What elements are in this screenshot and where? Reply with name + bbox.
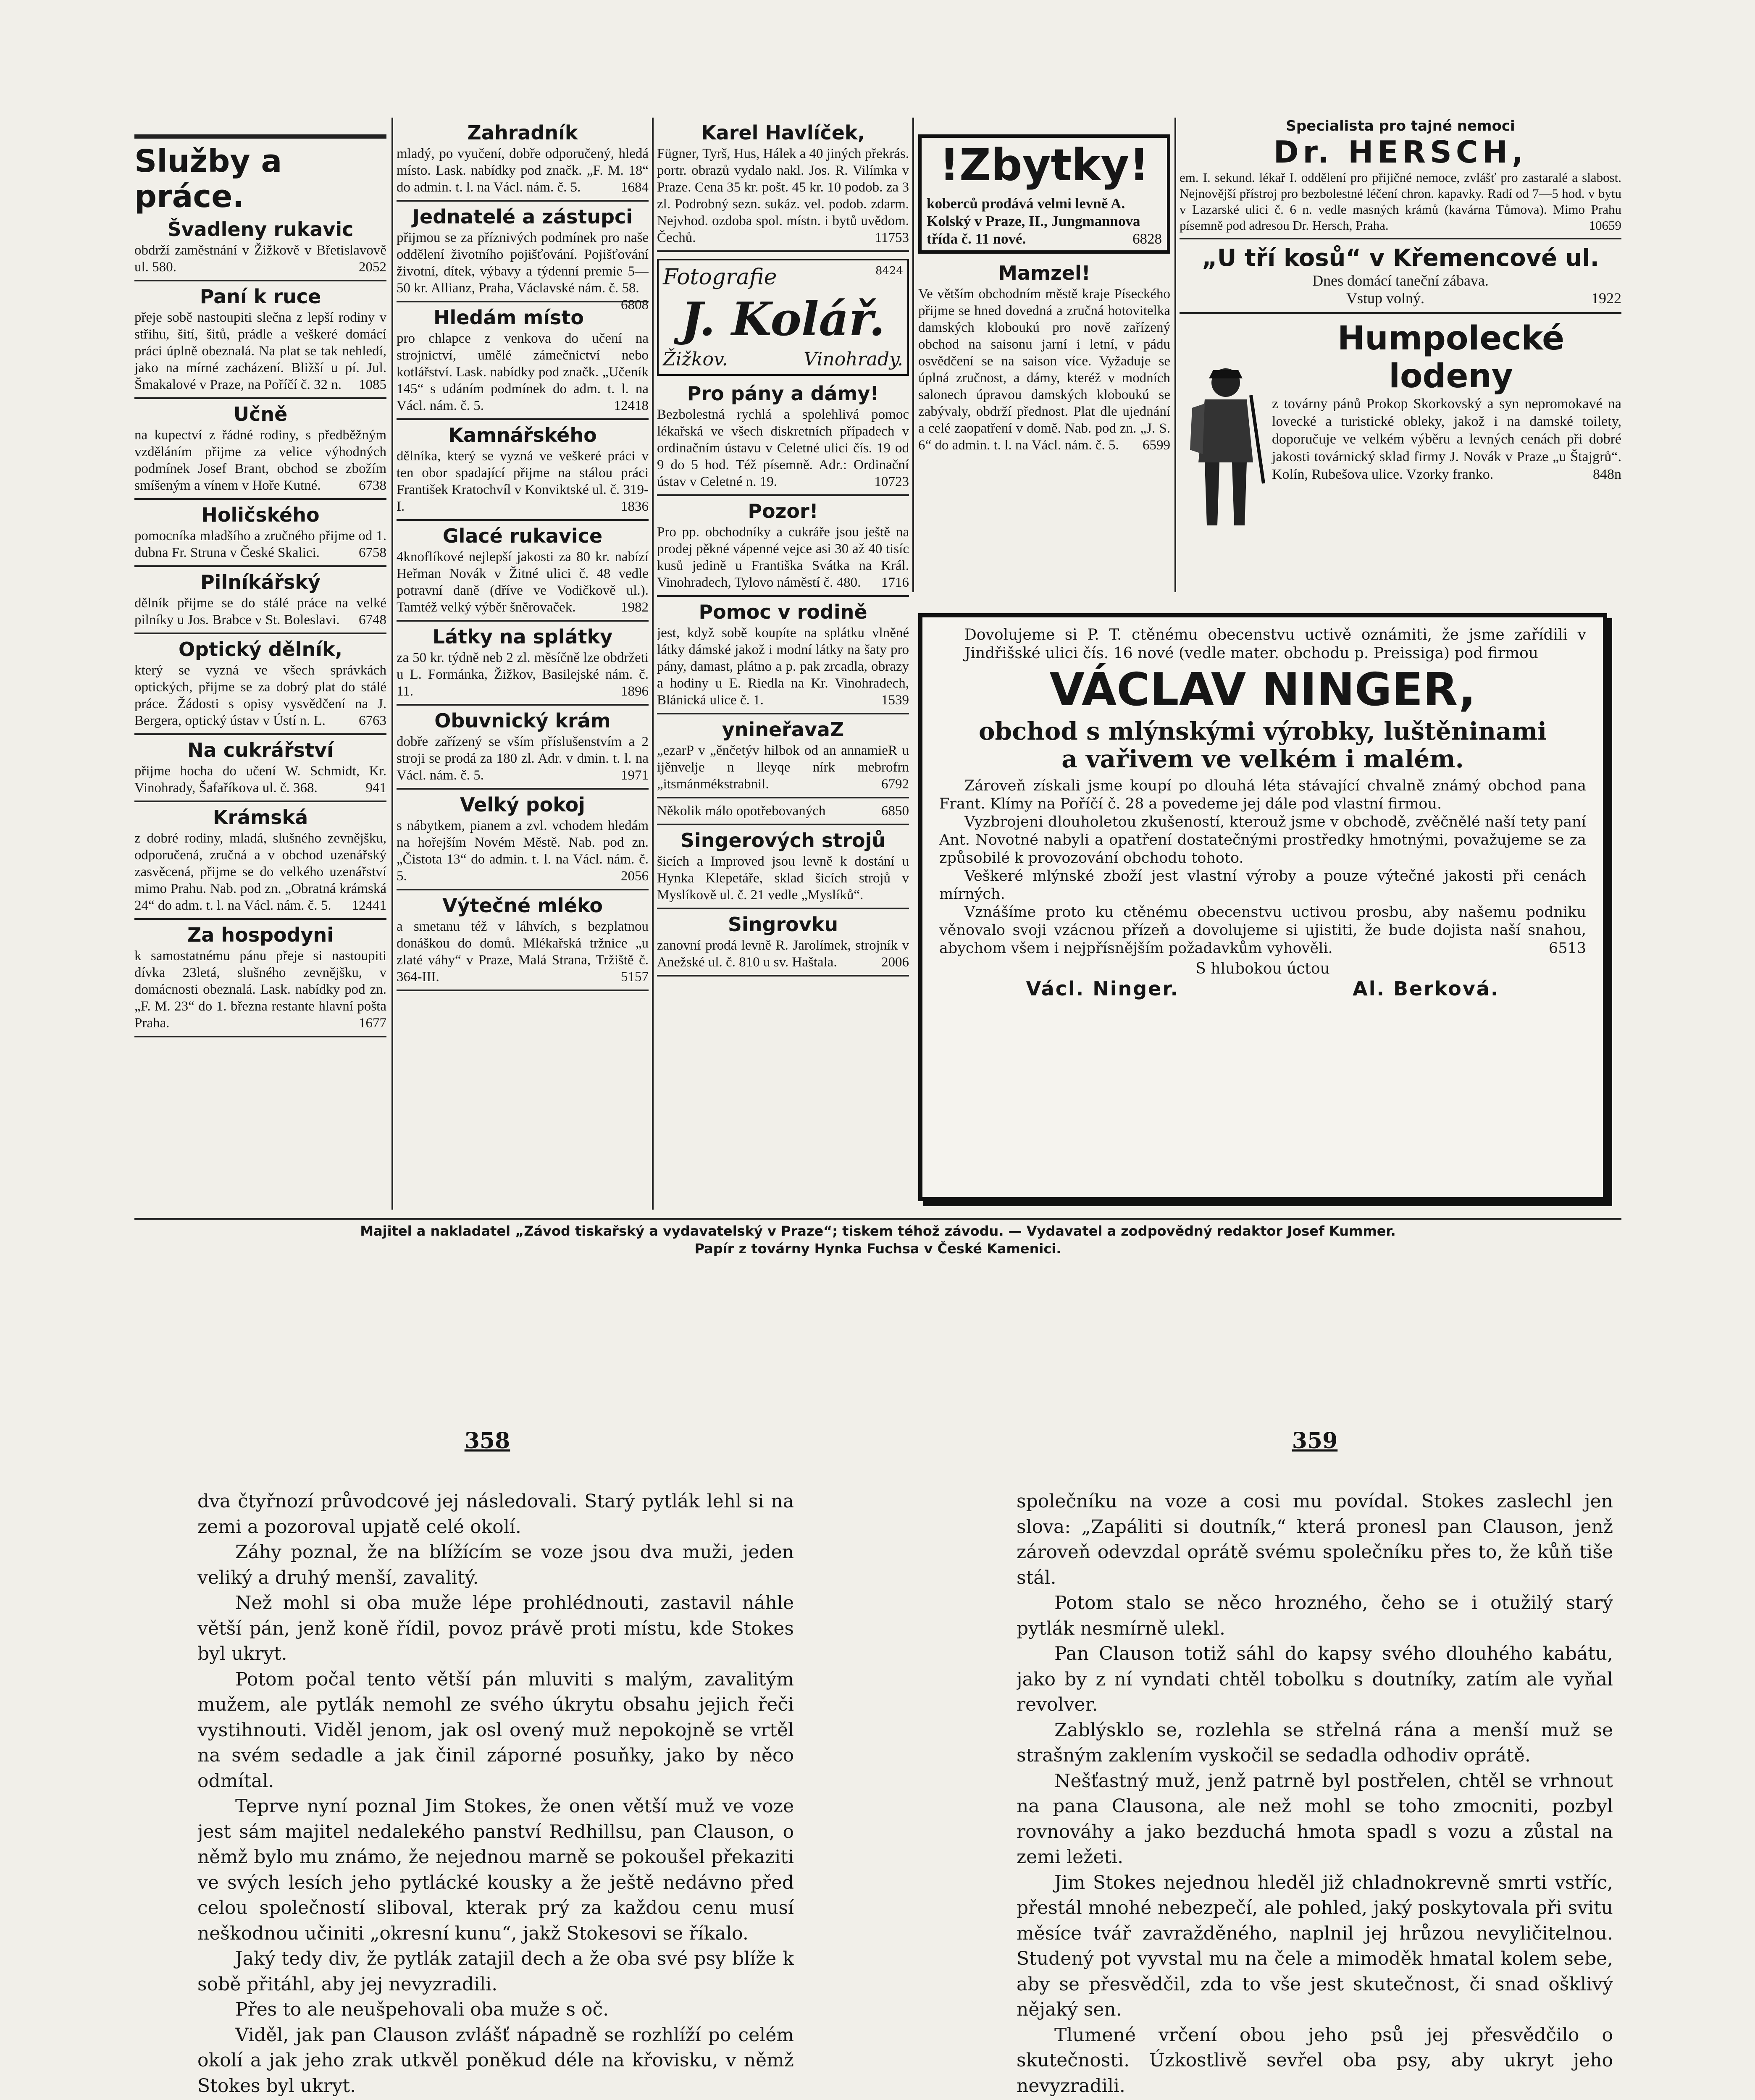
page-number-left bbox=[445, 1428, 529, 1457]
divider bbox=[397, 418, 649, 420]
ad-code: 6513 bbox=[1548, 940, 1586, 957]
ad-code: 5157 bbox=[621, 969, 649, 984]
ad-title: Paní k ruce bbox=[200, 285, 321, 308]
ad-title: Za hospodyni bbox=[187, 924, 334, 946]
kolar-right: Vinohrady. bbox=[804, 349, 903, 370]
ninger-sig1: Václ. Ninger. bbox=[1026, 977, 1179, 1000]
ads-column-2 bbox=[397, 118, 649, 1210]
ad-item bbox=[397, 205, 649, 312]
ad-code: 6828 bbox=[1132, 231, 1162, 247]
ad-code: 2056 bbox=[621, 869, 649, 884]
ad-item bbox=[397, 895, 649, 991]
ad-item bbox=[397, 307, 649, 420]
paragraph: Přes to ale neušpehovali oba muže s oč. bbox=[235, 1999, 609, 2020]
divider bbox=[657, 908, 909, 909]
ad-body: mladý, po vyučení, dobře odporučený, hledá místo. Lask. nabídky pod značk. „F. M. 18“ do admin. t. l. na Václ. nám. č. 5. bbox=[397, 146, 649, 195]
divider bbox=[134, 918, 386, 920]
paragraph: Viděl, jak pan Clauson zvlášť nápadně se rozhlíží po celém okolí a jak jeho zrak utkvěl poněkud déle na křovisku, v němž Stokes byl ukryt. bbox=[197, 2024, 794, 2097]
ad-title: Na cukrářství bbox=[187, 739, 334, 761]
ad-title: Výtečné mléko bbox=[442, 894, 603, 917]
ad-body: Fügner, Tyrš, Hus, Hálek a 40 jiných překrás. portr. obrazů vydalo nakl. Jos. R. Vilímka v Praze. Cena 35 kr. pošt. 45 kr. 10 podob. za 3 zl. Podrobný sezn. sukáz. vel. podob. zdarm. Nejvhod. ozdoba spol. místn. i bytů uvědom. Čechů. bbox=[657, 146, 909, 245]
divider bbox=[134, 565, 386, 567]
ad-title: Krámská bbox=[213, 806, 308, 829]
ad-title: Singrovku bbox=[728, 913, 838, 936]
ad-code: 1677 bbox=[359, 1016, 386, 1031]
paragraph: Tlumené vrčení obou jeho psů jej přesvědčilo o skutečnosti. Úzkostlivě sevřel oba psy, aby ukryt jeho nevyzradili. bbox=[1017, 2024, 1613, 2097]
ad-body: Ve větším obchodním městě kraje Píseckého přijme se hned dovedná a zručná hotovitelka damských kloboukú pro nově zařízený obchod na saisonu jarní i letní, v pádu osvědčení se na saison více. Vyžaduje se úplná zručnost, a dámy, kteréž v modních salonech úpravou damských kloboukú se zabývaly, obdrží přednost. Plat dle ujednání a celé zaopatření v domě. Nab. pod zn. „J. S. 6“ do admin. t. l. na Václ. nám. č. 5. bbox=[918, 286, 1170, 453]
ad-body: přijme hocha do učení W. Schmidt, Kr. Vinohrady, Šafaříkova ul. č. 368. bbox=[134, 764, 386, 795]
ad-body: k samostatnému pánu přeje si nastoupiti dívka 23letá, slušného zevnějšku, v domácnosti obeznalá. Lask. nabídky pod zn. „F. M. 23“ do 1. března restante hlavní pošta Praha. bbox=[134, 948, 386, 1031]
divider bbox=[397, 889, 649, 890]
ad-title: Pomoc v rodině bbox=[699, 601, 867, 623]
paragraph: Teprve nyní poznal Jim Stokes, že onen větší muž ve voze jest sám majitel nedalekého panství Redhillsu, pan Clauson, o němž bylo mu známo, že nejednou marně se pokoušel překaziti ve svých lesích jeho pytlácké kousky a že ještě nedávno před celou společností sliboval, kterak prý za každou cenu musí neškodnou učiniti „okresní kunu“, jakž Stokesovi se říkalo. bbox=[197, 1796, 794, 1944]
ad-item bbox=[134, 403, 386, 500]
hersch-name: Dr. HERSCH, bbox=[1273, 134, 1528, 170]
ninger-intro: Dovolujeme si P. T. ctěnému obecenstvu uctivě oznámiti, že jsme zařídili v Jindřišské ulici čís. 16 nové (vedle mater. obchodu p. Preissiga) pod firmou bbox=[964, 626, 1586, 662]
ad-list bbox=[134, 218, 386, 1037]
ad-body: na kupectví z řádné rodiny, s předběžným vzděláním přijme za velice výhodných podmínek Josef Brant, obchod se zbožím smíšeným a vínem v Hoře Kutné. bbox=[134, 428, 386, 493]
ads-section bbox=[134, 118, 1621, 1260]
humpolecke-body: z továrny pánů Prokop Skorkovský a syn nepromokavé na lovecké a turistické obleky, jakož i na damské toilety, doporučuje ve velkém výběru a levných cenách při dobré jakosti továrnický sklad firmy J. Novák v Praze „u Štajgrů“. Kolín, Rubešova ulice. Vzorky franko. bbox=[1272, 396, 1621, 482]
ad-item bbox=[657, 914, 909, 976]
ad-body: jest, když sobě koupíte na splátku vlněné látky dámské jakož i modní látky na šaty pro pány, damast, plátno a p. pak zrcadla, obrazy a hodiny u E. Riedla na Kr. Vinohradech, Blánická ulice č. 1. bbox=[657, 625, 909, 708]
kolar-photo-ad bbox=[657, 259, 909, 376]
paragraph: Pan Clauson totiž sáhl do kapsy svého dlouhého kabátu, jako by z ní vyndati chtěl tobolku s doutníky, zatím ale vyňal revolver. bbox=[1017, 1643, 1613, 1715]
ad-title: Mamzel! bbox=[998, 262, 1090, 284]
ninger-p3: Veškeré mlýnské zboží jest vlastní výroby a pouze výtečné jakosti při cenách mírných. bbox=[939, 868, 1586, 903]
ninger-sig2: Al. Berková. bbox=[1353, 977, 1500, 1000]
ad-item bbox=[657, 830, 909, 909]
ad-item bbox=[397, 525, 649, 622]
ninger-p2: Vyzbrojeni dlouholetou zkušeností, kterouž jsme v obchodě, zvěčnělé naší tety paní Ant. Novotné nabyli a opatření dostatečnými prostředky hmotnými, považujeme se za způsobilé k provozování obchodu tohoto. bbox=[939, 814, 1586, 866]
ninger-name: VÁCLAV NINGER, bbox=[1049, 664, 1476, 716]
divider bbox=[397, 990, 649, 991]
ad-code: 1836 bbox=[621, 499, 649, 514]
divider bbox=[134, 801, 386, 802]
ad-item bbox=[134, 924, 386, 1037]
ad-code: 2006 bbox=[881, 955, 909, 970]
page-number-right bbox=[1273, 1428, 1357, 1457]
ad-body: přijmou se za příznivých podmínek pro naše oddělení životního pojišťování. Pojišťování životní, dítek, výbavy a týdenní premie 5—50 kr. Allianz, Praha, Václavské nám. č. 58. bbox=[397, 230, 649, 296]
hersch-body: em. I. sekund. lékař I. oddělení pro přijičné nemoce, zvlášť pro zastaralé a slabost. Nejnovější přístroj pro bezbolestné léčení chron. kapavky. Radí od 7—5 hod. v bytu v Lazarské ulici č. 6 n. vedle masných krámů (kavárna Tůmova). Mimo Prahu písemně pod adresou Dr. Hersch, Praha. bbox=[1180, 170, 1621, 233]
ad-item bbox=[657, 122, 909, 252]
paragraph: Než mohl si oba muže lépe prohlédnouti, zastavil náhle větší pán, jenž koně řídil, povoz právě proti místu, kde Stokes byl ukryt. bbox=[197, 1592, 794, 1664]
ninger-p4: Vznášíme proto ku ctěnému obecenstvu uctivou prosbu, aby našemu podniku věnovalo svoji vzácnou přízeň a dovolujeme si ujistiti, že bude dojista naší snahou, abychom všem i nejpřísnějším požadavkům vyhověli. bbox=[939, 904, 1586, 957]
divider bbox=[134, 498, 386, 500]
ads-column-3 bbox=[657, 118, 909, 1210]
ad-code: 6850 bbox=[881, 803, 909, 819]
mamzel-ad bbox=[918, 262, 1170, 454]
ninger-ad bbox=[918, 613, 1607, 1201]
ad-code: 6748 bbox=[359, 612, 386, 627]
ad-body: a smetanu též v láhvích, s bezplatnou donáškou do domů. Mlékařská tržnice „u zlaté váhy“ v Praze, Malá Strana, Tržiště č. 364-III. bbox=[397, 919, 649, 984]
imprint-line-1: Majitel a nakladatel „Závod tiskařský a vydavatelský v Praze“; tiskem téhož závodu. — Vydavatel a zodpovědný redaktor Josef Kummer. bbox=[360, 1223, 1396, 1239]
ad-item bbox=[134, 571, 386, 634]
ad-code: 2052 bbox=[359, 260, 386, 275]
ad-title: ynineřavaZ bbox=[722, 718, 844, 741]
ad-code: 6808 bbox=[621, 297, 649, 312]
ad-title: Hledám místo bbox=[433, 306, 584, 329]
ad-item bbox=[657, 601, 909, 714]
divider bbox=[397, 620, 649, 622]
ad-title: Glacé rukavice bbox=[442, 525, 603, 547]
ad-body: šicích a Improved jsou levně k dostání u Hynka Klepetáře, sklad šicích strojů v Myslíkově ul. č. 21 vedle „Myslíků“. bbox=[657, 854, 909, 903]
paragraph: dva čtyřnozí průvodcové jej následovali. Starý pytlák lehl si na zemi a pozoroval upjatě celé okolí. bbox=[197, 1491, 794, 1538]
ad-body: 4knoflíkové nejlepší jakosti za 80 kr. nabízí Heřman Novák v Žitné ulici č. 48 vedle potravní daně (dříve ve Vodičkově ul.). Tamtéž velký výběr šněrovaček. bbox=[397, 549, 649, 615]
ad-body: pomocníka mladšího a zručného přijme od 1. dubna Fr. Struna v České Skalici. bbox=[134, 528, 386, 560]
divider bbox=[134, 280, 386, 281]
paragraph: společníku na voze a cosi mu povídal. Stokes zaslechl jen slova: „Zapáliti si doutník,“ která pronesl pan Clauson, jenž zároveň odevzdal oprátě svému společníku přes to, že kůň tiše stál. bbox=[1017, 1491, 1613, 1588]
ad-body: zanovní prodá levně R. Jarolímek, strojník v Anežské ul. č. 810 u sv. Haštala. bbox=[657, 938, 909, 970]
ninger-sub1: obchod s mlýnskými výrobky, luštěninami bbox=[978, 717, 1547, 746]
ad-body: Bezbolestná rychlá a spolehlivá pomoc lékařská ve všech diskretních případech v ordinačním ústavu v Celetné ulici čís. 19 od 9 do 5 hod. Též písemně. Adr.: Ordinační ústav v Celetné n. 19. bbox=[657, 407, 909, 489]
ad-body: Několik málo opotřebovaných bbox=[657, 803, 826, 819]
ad-title: Pro pány a dámy! bbox=[687, 382, 879, 405]
paragraph: Záhy poznal, že na blížícím se voze jsou dva muži, jeden veliký a druhý menší, zavalitý. bbox=[197, 1541, 794, 1588]
divider bbox=[397, 200, 649, 202]
divider bbox=[657, 824, 909, 825]
paragraph: Potom stalo se něco hrozného, čeho se i otužilý starý pytlák nesmírně ulekl. bbox=[1017, 1592, 1613, 1639]
divider bbox=[657, 250, 909, 252]
ad-item bbox=[657, 500, 909, 597]
ad-title: Švadleny rukavic bbox=[167, 218, 354, 241]
ad-item bbox=[134, 638, 386, 735]
ad-code: 1982 bbox=[621, 600, 649, 615]
divider bbox=[397, 704, 649, 706]
ad-title: Pozor! bbox=[748, 500, 818, 522]
divider bbox=[391, 118, 393, 1210]
divider bbox=[397, 788, 649, 790]
ad-item bbox=[134, 739, 386, 802]
ad-title: Optický dělník, bbox=[178, 638, 343, 661]
page-number: 359 bbox=[1292, 1428, 1338, 1454]
ad-item bbox=[397, 794, 649, 890]
divider bbox=[397, 519, 649, 521]
ad-item bbox=[134, 286, 386, 399]
divider bbox=[652, 118, 654, 1210]
divider bbox=[134, 1036, 386, 1037]
ad-item bbox=[134, 504, 386, 567]
ninger-sub2: a vařivem ve velkém i malém. bbox=[1061, 745, 1464, 773]
ad-code: 10723 bbox=[874, 474, 909, 489]
divider bbox=[657, 713, 909, 714]
hersch-ad bbox=[1180, 118, 1621, 239]
ad-body: dělník přijme se do stálé práce na velké pilníky u Jos. Brabce v St. Boleslavi. bbox=[134, 596, 386, 627]
ad-body: dělníka, který se vyzná ve veškeré práci v ten obor spadající přijme na stálou práci František Kratochvíl v Konviktské ul. č. 319-I. bbox=[397, 449, 649, 514]
imprint-line-2: Papír z továrny Hynka Fuchsa v České Kamenici. bbox=[694, 1241, 1061, 1257]
humpolecke-title: Humpolecké lodeny bbox=[1337, 320, 1565, 395]
ad-title: Kamnářského bbox=[448, 424, 597, 446]
zbytky-body: koberců prodává velmi levně A. Kolský v Praze, II., Jungmannova třída č. 11 nové. bbox=[927, 195, 1140, 247]
ads-column-4 bbox=[918, 118, 1170, 601]
ad-item bbox=[657, 803, 909, 825]
divider bbox=[134, 134, 386, 139]
ninger-closing: S hlubokou úctou bbox=[1195, 960, 1330, 977]
hersch-top: Specialista pro tajné nemoci bbox=[1286, 118, 1515, 134]
ad-body: přeje sobě nastoupiti slečna z lepší rodiny v střihu, šití, šitů, prádle a veškeré domácí práci úplně obeznalá. Na plat se tak nehledí, jako na mírné zacházení. Bližší u pí. Jul. Šmakalové v Praze, na Poříčí č. 32 n. bbox=[134, 310, 386, 392]
divider bbox=[1174, 118, 1176, 592]
ad-item bbox=[657, 383, 909, 496]
kosu-title: „U tří kosů“ v Křemencové ul. bbox=[1202, 244, 1599, 272]
kolar-num: 8424 bbox=[875, 265, 903, 277]
ad-code: 1539 bbox=[881, 693, 909, 708]
page-number: 358 bbox=[464, 1428, 510, 1454]
ad-item bbox=[657, 719, 909, 798]
ad-title: Jednatelé a zástupci bbox=[412, 205, 633, 228]
ad-code: 6763 bbox=[359, 713, 386, 728]
ad-body: „ezarP v „ěnčetýv hilbok od an annamieR u ijěnvelje n lleyqe nírk mebrofrn „itsmánmékstrabnil. bbox=[657, 743, 909, 792]
ad-body: pro chlapce z venkova do učení na strojnictví, umělé zámečnictví nebo kotlářství. Lask. nabídky pod značk. „Učeník 145“ s udáním podmínek do adm. t. l. na Václ. nám. č. 5. bbox=[397, 331, 649, 413]
kosu-line2: Vstup volný. bbox=[1346, 290, 1424, 307]
zbytky-title: !Zbytky! bbox=[939, 139, 1149, 191]
divider bbox=[912, 118, 914, 592]
ad-code: 6758 bbox=[359, 545, 386, 560]
imprint bbox=[134, 1218, 1621, 1257]
ad-item bbox=[397, 626, 649, 706]
ad-title: Karel Havlíček, bbox=[701, 121, 865, 144]
ad-title: Velký pokoj bbox=[460, 793, 585, 816]
paragraph: Nešťastný muž, jenž patrně byl postřelen, chtěl se vrhnout na pana Clausona, ale než mohl se toho zmocniti, pozbyl rovnováhy a jako bezduchá hmota spadl s vozu a zůstal na zemi ležeti. bbox=[1017, 1770, 1613, 1868]
ad-list bbox=[657, 122, 909, 252]
ads-column-5 bbox=[1180, 118, 1621, 601]
ad-item bbox=[134, 218, 386, 281]
divider bbox=[134, 397, 386, 399]
ad-item bbox=[397, 122, 649, 202]
ad-body: obdrží zaměstnání v Žižkově v Břetislavově ul. 580. bbox=[134, 243, 386, 275]
ad-body: Pro pp. obchodníky a cukráře jsou ještě na prodej pěkné vápenné vejce asi 30 až 40 tisíc kusů jedině u Františka Svátka na Král. Vinohradech, Tylovo náměstí č. 480. bbox=[657, 525, 909, 590]
ad-code: 1922 bbox=[1591, 290, 1621, 307]
ninger-p1: Zároveň získali jsme koupí po dlouhá léta stávající chvalně známý obchod pana Frant. Klímy na Poříčí č. 28 a povedeme jej dále pod vlastní firmou. bbox=[939, 777, 1586, 812]
ad-code: 1971 bbox=[621, 768, 649, 783]
divider bbox=[134, 733, 386, 735]
ad-body: dobře zařízený se vším příslušenstvím a 2 stroji se prodá za 180 zl. Adr. v dmin. t. l. na Václ. nám. č. 5. bbox=[397, 734, 649, 783]
ad-title: Singerových strojů bbox=[680, 829, 886, 852]
ad-item bbox=[397, 710, 649, 790]
divider bbox=[657, 975, 909, 976]
zbytky-ad bbox=[918, 134, 1170, 254]
ad-code: 6599 bbox=[1143, 438, 1170, 453]
ad-item bbox=[397, 424, 649, 521]
ad-body: s nábytkem, pianem a zvl. vchodem hledám na hořejším Novém Městě. Nab. pod zn. „Čistota 13“ do admin. t. l. na Václ. nám. č. 5. bbox=[397, 818, 649, 884]
section-title: Služby a práce. bbox=[134, 143, 282, 215]
ad-title: Látky na splátky bbox=[432, 625, 613, 648]
kolar-name: J. Kolář. bbox=[681, 292, 885, 346]
ad-body: z dobré rodiny, mladá, slušného zevnějšku, odporučená, zručná a v obchod uzenářský zasvěcená, přijme se do velkého uzenářství mimo Prahu. Nab. pod zn. „Obratná krámská 24“ do adm. t. l. na Václ. nám. č. 5. bbox=[134, 831, 386, 913]
ad-code: 1896 bbox=[621, 684, 649, 699]
paragraph: Jaký tedy div, že pytlák zatajil dech a že oba své psy blíže k sobě přitáhl, aby jej nevyzradili. bbox=[197, 1948, 794, 1995]
ad-code: 11753 bbox=[875, 230, 909, 245]
ads-column-1 bbox=[134, 118, 386, 1210]
kolar-top: Fotografie bbox=[663, 265, 777, 290]
divider bbox=[657, 797, 909, 798]
ad-title: Obuvnický krám bbox=[434, 709, 611, 732]
kolar-left: Žižkov. bbox=[663, 349, 728, 370]
ad-code: 12418 bbox=[614, 398, 649, 413]
paragraph: Jim Stokes nejednou hleděl již chladnokrevně smrti vstříc, přestál mnohé nebezpečí, ale pohled, jaký poskytovala při svitu měsíce tvář zavražděného, naplnil jej hrůzou nevyličitelnou. Studený pot vyvstal mu na čele a mimoděk hmatal kolem sebe, aby se přesvědčil, zda to vše jest skutečnost, či snad ošklivý nějaký sen. bbox=[1017, 1872, 1613, 2020]
divider bbox=[657, 494, 909, 496]
ad-code: 12441 bbox=[352, 898, 386, 913]
paragraph: Zablýsklo se, rozlehla se střelná rána a menší muž se strašným zaklením vyskočil se sedadla odhodiv oprátě. bbox=[1017, 1719, 1613, 1766]
humpolecke-ad bbox=[1180, 314, 1621, 534]
divider bbox=[657, 595, 909, 597]
book-page-left bbox=[197, 1489, 794, 2100]
ad-code: 1716 bbox=[881, 575, 909, 590]
kosu-ad bbox=[1180, 239, 1621, 314]
divider bbox=[134, 633, 386, 634]
divider bbox=[397, 301, 649, 302]
ad-title: Holičského bbox=[201, 504, 320, 526]
ad-body: za 50 kr. týdně neb 2 zl. měsíčně lze obdržeti u L. Formánka, Žižkov, Basilejské nám. č. 11. bbox=[397, 650, 649, 699]
ad-code: 6738 bbox=[359, 478, 386, 493]
hunter-illustration bbox=[1180, 357, 1272, 534]
paragraph: Potom počal tento větší pán mluviti s malým, zavalitým mužem, ale pytlák nemohl ze svého úkrytu obsahu jejich řeči vystihnouti. Viděl jenom, jak osl ovený muž nepokojně se vrtěl na svém sedadle a jak činil záporné posuňky, jako by něco odmítal. bbox=[197, 1668, 794, 1792]
book-page-right bbox=[1017, 1489, 1613, 2100]
ad-title: Zahradník bbox=[467, 121, 578, 144]
ad-code: 1684 bbox=[621, 180, 649, 195]
ad-code: 6792 bbox=[881, 777, 909, 792]
ad-code: 941 bbox=[365, 780, 386, 795]
ad-code: 10659 bbox=[1589, 218, 1621, 233]
ad-code: 848n bbox=[1593, 467, 1621, 482]
ad-title: Pilníkářský bbox=[200, 571, 321, 593]
ad-body: který se vyzná ve všech správkách optických, přijme se za dobrý plat do stálé práce. Žádosti s opisy vysvědčení na J. Bergera, optický ústav v Ústí n. L. bbox=[134, 663, 386, 728]
ad-item bbox=[134, 806, 386, 920]
ad-list bbox=[657, 383, 909, 976]
ad-list bbox=[397, 122, 649, 991]
ad-title: Učně bbox=[233, 403, 288, 425]
kosu-line1: Dnes domácí taneční zábava. bbox=[1312, 272, 1489, 289]
ad-code: 1085 bbox=[359, 377, 386, 392]
